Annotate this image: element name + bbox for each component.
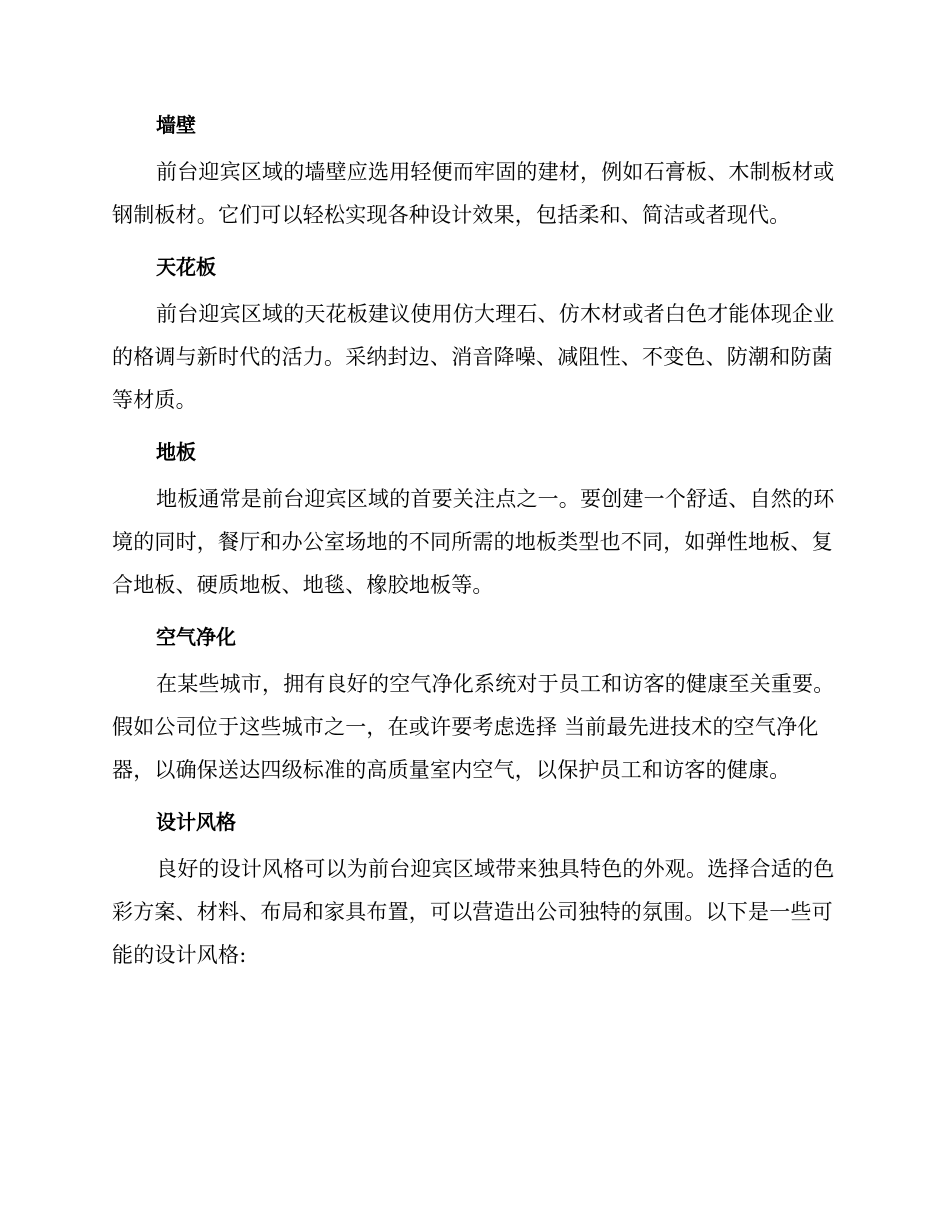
section-heading-design-style: 设计风格	[156, 810, 236, 834]
section-paragraph-walls: 前台迎宾区域的墙壁应选用轻便而牢固的建材，例如石膏板、木制板材或钢制板材。它们可以轻松实现各种设计效果，包括柔和、简洁或者现代。	[112, 160, 835, 227]
section-paragraph-design-style: 良好的设计风格可以为前台迎宾区域带来独具特色的外观。选择合适的色彩方案、材料、布局和家具布置，可以营造出公司独特的氛围。以下是一些可能的设计风格:	[112, 857, 835, 967]
section-heading-air-purification: 空气净化	[156, 625, 236, 649]
section-paragraph-floor: 地板通常是前台迎宾区域的首要关注点之一。要创建一个舒适、自然的环境的同时，餐厅和办公室场地的不同所需的地板类型也不同，如弹性地板、复合地板、硬质地板、地毯、橡胶地板等。	[112, 487, 835, 597]
section-heading-floor: 地板	[156, 440, 196, 464]
section-heading-walls: 墙壁	[156, 113, 196, 137]
document-body	[112, 103, 838, 985]
section-paragraph-ceiling: 前台迎宾区域的天花板建议使用仿大理石、仿木材或者白色才能体现企业的格调与新时代的活力。采纳封边、消音降噪、减阻性、不变色、防潮和防菌等材质。	[112, 302, 835, 412]
section-heading-ceiling: 天花板	[156, 255, 216, 279]
section-paragraph-air-purification: 在某些城市，拥有良好的空气净化系统对于员工和访客的健康至关重要。假如公司位于这些城市之一，在或许要考虑选择 当前最先进技术的空气净化器，以确保送达四级标准的高质量室内空气，以保护员工和访客的健康。	[112, 672, 835, 782]
